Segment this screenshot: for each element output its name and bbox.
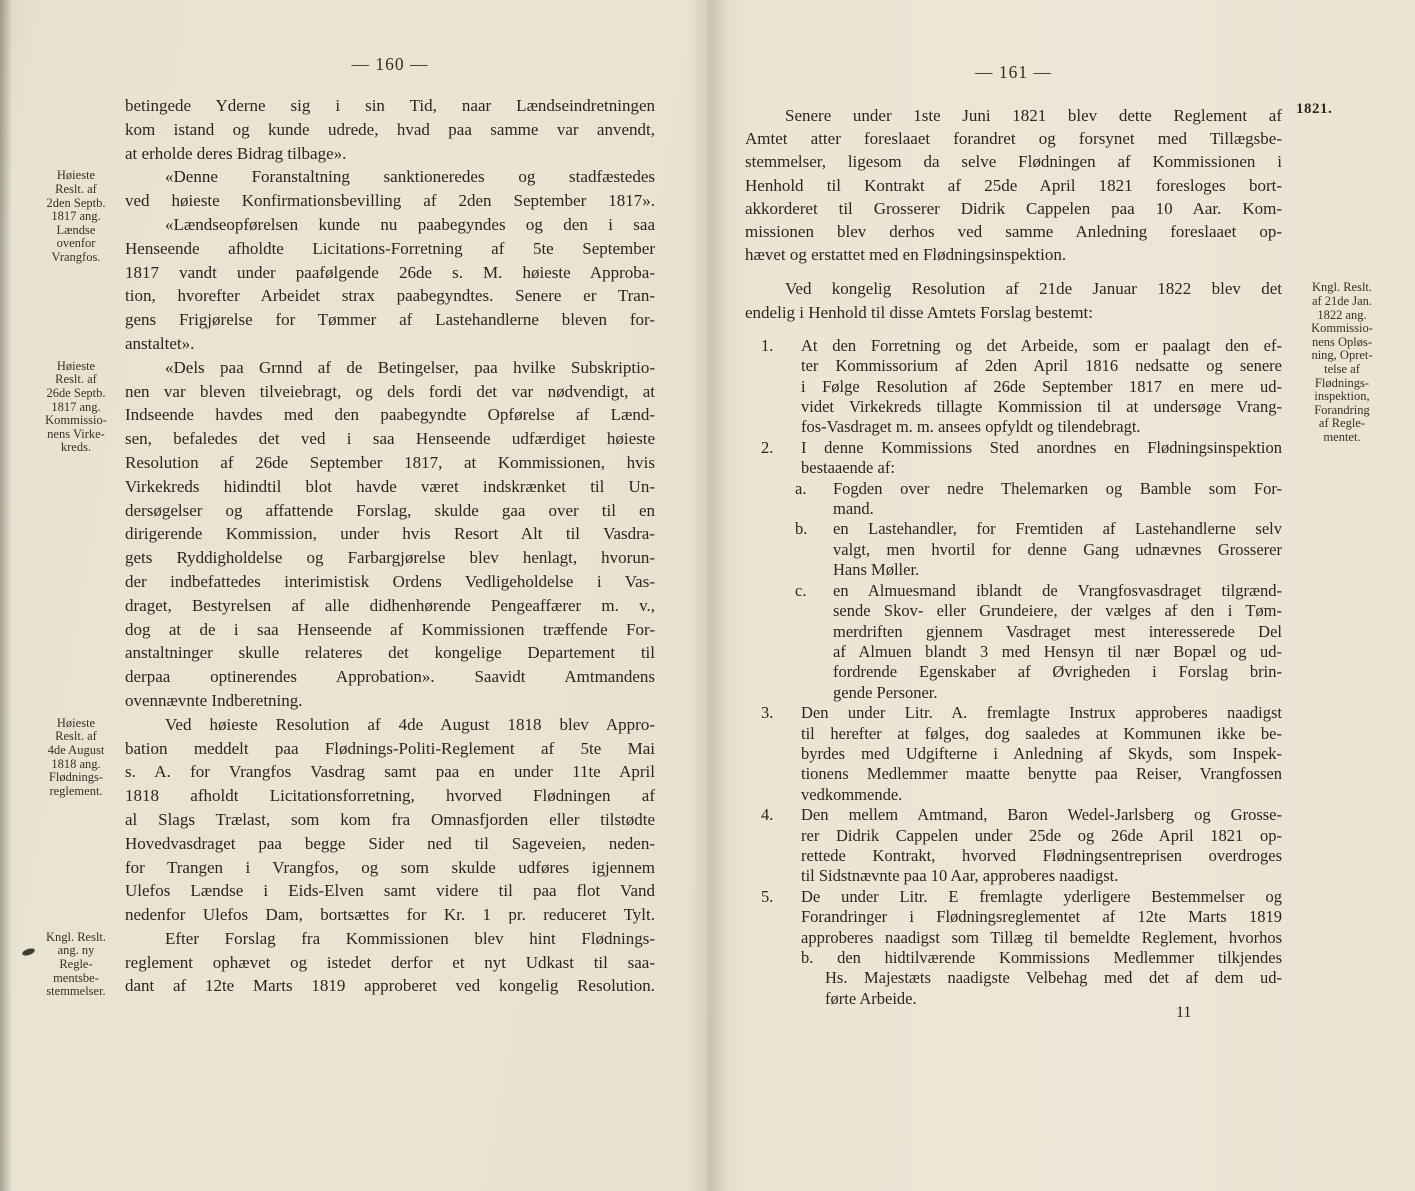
margin-note-line: 1822 ang. (1317, 307, 1367, 322)
text-line: førte Arbeide. (825, 988, 917, 1008)
text-line: endelig i Henhold til disse Amtets Forslag bestemt: (745, 302, 1093, 322)
text-line: ved høieste Konfirmationsbevilling af 2den September 1817». (125, 191, 655, 211)
text-line: «Denne Foranstaltning sanktioneredes og stadfæstedes (165, 167, 655, 187)
margin-note-line: ning, Opret- (1311, 348, 1373, 363)
text-line: mand. (833, 499, 874, 519)
paragraph (45, 356, 655, 713)
text-line: s. A. for Vrangfos Vasdrag samt paa en under 11te April (125, 762, 655, 782)
page-left (0, 0, 707, 1191)
text-line: vedkommende. (801, 784, 903, 804)
text-lines (801, 336, 1282, 438)
text-line: en Almuesmand iblandt de Vrangfosvasdraget tilgrænd- (833, 580, 1282, 600)
margin-note-line: Forandring (1314, 402, 1370, 417)
text-line: i Følge Resolution af 26de September 1817 en mere ud- (801, 376, 1282, 396)
text-line: rettede Kontrakt, hvorved Flødningsentreprisen overdroges (801, 845, 1282, 865)
text-line: derpaa optinerendes Approbation». Saavidt Amtmandens (125, 667, 655, 687)
paragraph (45, 927, 655, 999)
margin-note-line: Vrangfos. (51, 249, 101, 264)
text-line: dirigerende Kommission, under hvis Resort Alt til Vasdra- (125, 524, 655, 544)
text-lines (801, 438, 1282, 479)
margin-note-line: Lændse (56, 222, 96, 237)
margin-note-line: inspektion, (1314, 389, 1370, 404)
text-lines (125, 927, 655, 998)
text-line: sen, befaledes det ved i saa Henseende udfærdiget høieste (125, 429, 655, 449)
text-line: til Sidstnævnte paa 10 Aar, approberes naadigst. (801, 866, 1119, 886)
text-line: Den mellem Amtmand, Baron Wedel-Jarlsberg og Grosse- (801, 805, 1282, 825)
text-line: betingede Yderne sig i sin Tid, naar Lændseindretningen (125, 96, 655, 115)
list-item-marker: a. (795, 478, 807, 498)
list-item-marker: 4. (761, 805, 774, 825)
page-number-header-left: — 160 — (351, 54, 429, 74)
list-item (745, 703, 1282, 805)
text-column-right (745, 101, 1373, 1009)
margin-note-line: telse af (1324, 361, 1360, 376)
text-line: Henhold til Kontrakt af 25de April 1821 foresloges bort- (745, 175, 1282, 195)
text-line: nedenfor Ulefos Dam, bortsættes for Kr. 1 pr. reduceret Tylt. (125, 905, 655, 925)
text-line: byrdes med Udgifterne i Anledning af Skyds, som Inspek- (801, 743, 1282, 763)
text-line: fordrende Egenskaber af Øvrigheden i Forslag brin- (833, 662, 1282, 682)
text-line: bation meddelt paa Flødnings-Politi-Reglement af 5te Mai (125, 738, 655, 758)
page-edge-shadow (0, 0, 12, 1191)
text-line: «Dels paa Grnnd af de Betingelser, paa hvilke Subskriptio- (165, 357, 655, 377)
text-line: approberes naadigst som Tillæg til bemeldte Reglement, hvorhos (801, 927, 1282, 947)
margin-note-line: ang. ny (57, 943, 95, 958)
text-line: gets Ryddigholdelse og Farbargjørelse blev henlagt, hvorun- (125, 548, 655, 568)
margin-note-line: 1818 ang. (51, 756, 101, 771)
margin-note-line: 4de August (47, 742, 105, 757)
text-lines (833, 581, 1282, 703)
margin-note-line: Høieste (56, 358, 96, 373)
text-lines (125, 165, 655, 213)
text-line: valgt, men hvortil for denne Gang udnævnes Grosserer (833, 539, 1282, 559)
text-line: al Slags Trælast, som kom fra Omnasfjorden eller tilstødte (125, 809, 655, 829)
margin-note-line: Reslt. af (55, 372, 97, 387)
margin-note-line: 1817 ang. (51, 209, 101, 224)
margin-note-line: ovenfor (56, 236, 96, 251)
margin-note-line: 1817 ang. (51, 399, 101, 414)
text-lines (801, 703, 1282, 805)
margin-note-line: mentsbe- (53, 970, 99, 985)
margin-note-line: reglement. (49, 783, 103, 798)
text-line: Virkekreds hidindtil blot havde været indskrænket til Un- (125, 476, 655, 496)
text-line: Fogden over nedre Thelemarken og Bamble som For- (833, 478, 1282, 498)
text-lines (125, 713, 655, 927)
margin-note-year: 1821. (1296, 101, 1333, 117)
text-line: kom istand og kunde udrede, hvad paa samme var anvendt, (125, 119, 655, 139)
list-item-marker: c. (795, 580, 807, 600)
paragraph (47, 713, 655, 927)
margin-note-line: 2den Septb. (46, 195, 106, 210)
text-lines (833, 519, 1282, 580)
text-lines (801, 805, 1282, 887)
text-line: dant af 12te Marts 1819 approberet ved kongelig Resolution. (125, 976, 655, 996)
text-line: 1818 afholdt Licitationsforretning, hvorved Flødningen af (125, 786, 655, 806)
text-line: nen var bleven tilveiebragt, og dels fordi det var nødvendigt, at (125, 381, 655, 401)
page-number-header-right: — 161 — (975, 62, 1052, 82)
text-line: tion, hvorefter Arbeidet strax paabegyndtes. Senere er Tran- (125, 286, 655, 306)
text-lines (745, 104, 1282, 266)
margin-note-line: Regle- (59, 957, 93, 972)
page-gutter-shadow (688, 0, 730, 1191)
text-line: draget, Bestyrelsen af alle didhenhørende Pengeaffærer m. v., (125, 595, 655, 615)
list-item (745, 805, 1282, 887)
list-item (745, 438, 1282, 479)
text-line: Resolution af 26de September 1817, at Kommissionen, hvis (125, 452, 655, 472)
text-line: hævet og erstattet med en Flødningsinspektion. (745, 245, 1067, 265)
list-item-marker: b. (795, 519, 808, 539)
text-line: 1817 vandt under paafølgende 26de s. M. høieste Approba- (125, 262, 655, 282)
margin-note-line: af 21de Jan. (1311, 294, 1373, 309)
margin-note-line: Flødnings- (48, 770, 104, 785)
paragraph (125, 94, 655, 165)
text-line: for Trangen i Vrangfos, og som skulde udføres igjennem (125, 857, 655, 877)
text-line: Forandringer i Flødningsreglementet af 12te Marts 1819 (801, 907, 1282, 927)
text-line: sende Skov- eller Grundeiere, der vælges af den i Tøm- (833, 601, 1282, 621)
text-line: Hovedvasdraget paa begge Sider ned til Sageveien, neden- (125, 833, 655, 853)
text-line: At den Forretning og det Arbeide, som er paalagt den ef- (801, 335, 1282, 355)
text-line: De under Litr. E fremlagte yderligere Bestemmelser og (801, 886, 1282, 906)
page-signature: 11 (1176, 1004, 1192, 1021)
margin-note-line: 26de Septb. (46, 385, 106, 400)
text-line: tionens Medlemmer maatte benytte paa Reiser, Vrangfossen (801, 764, 1282, 784)
list-item-marker: 1. (761, 335, 774, 355)
margin-note-line: nens Opløs- (1311, 334, 1373, 349)
text-line: Efter Forslag fra Kommissionen blev hint Flødnings- (165, 928, 655, 948)
margin-note-line: mentet. (1323, 429, 1361, 444)
margin-note-line: Høieste (56, 168, 96, 183)
text-lines (801, 887, 1282, 1009)
text-column-left (45, 94, 655, 999)
paragraph (125, 213, 655, 356)
list-item (745, 519, 1282, 580)
margin-note (33, 931, 119, 999)
list-item (745, 581, 1282, 703)
margin-note (33, 360, 119, 455)
text-line: Hs. Majestæts naadigste Velbehag med det af dem ud- (825, 968, 1282, 988)
text-line: akkorderet til Grosserer Didrik Cappelen paa 10 Aar. Kom- (745, 198, 1282, 218)
text-line: I denne Kommissions Sted anordnes en Flødningsinspektion (801, 437, 1282, 457)
text-line: gende Personer. (833, 682, 938, 702)
margin-note-line: Reslt. af (55, 729, 97, 744)
text-line: missionen blev derhos ved samme Anledning foreslaaet op- (745, 222, 1282, 242)
text-line: ovennævnte Indberetning. (125, 690, 303, 710)
margin-note-line: Kngl. Reslt. (1311, 280, 1373, 295)
text-lines (125, 94, 655, 165)
text-line: en Lastehandler, for Fremtiden af Lastehandlerne selv (833, 519, 1282, 539)
text-line: Senere under 1ste Juni 1821 blev dette Reglement af (785, 106, 1282, 125)
margin-note-line: Reslt. af (55, 181, 97, 196)
text-line: ter Kommissorium af 2den April 1816 nedsatte og senere (801, 356, 1282, 376)
text-lines (125, 213, 655, 356)
text-line: stemmelser, ligesom da selve Flødningen af Kommissionen i (745, 152, 1282, 172)
text-line: reglement ophævet og istedet derfor et nyt Udkast til saa- (125, 952, 655, 972)
margin-note-line: Kommissio- (1311, 321, 1373, 336)
margin-note-line: stemmelser. (46, 984, 106, 999)
text-line: til herefter at følges, dog saaledes at Kommunen ikke be- (801, 723, 1282, 743)
text-line: Den under Litr. A. fremlagte Instrux approberes naadigst (801, 703, 1282, 723)
margin-note-line: Høieste (56, 715, 96, 730)
list-item (745, 336, 1282, 438)
text-line: at erholde deres Bidrag tilbage». (125, 143, 347, 163)
text-line: anstaltninger skulle relateres det kongelige Departement til (125, 643, 655, 663)
text-line: Henseende afholdte Licitations-Forretning af 5te September (125, 238, 655, 258)
text-line: Indseende havdes med den paabegyndte Opførelse af Lænd- (125, 405, 655, 425)
text-line: «Lændseopførelsen kunde nu paabegyndes og den i saa (165, 214, 655, 234)
margin-note-line: Kngl. Reslt. (45, 929, 107, 944)
text-line: b. den hidtilværende Kommissions Medlemmer tilkjendes (801, 948, 1282, 968)
text-line: anstaltet». (125, 333, 195, 353)
list-item-marker: 2. (761, 437, 774, 457)
text-line: dog at de i saa Henseende af Kommissionen træffende For- (125, 619, 655, 639)
list-item-marker: 3. (761, 703, 774, 723)
list-item-marker: 5. (761, 886, 774, 906)
margin-note-line: nens Virke- (47, 426, 105, 441)
text-line: dersøgelser og affattende Forslag, skulde gaa over til en (125, 500, 655, 520)
text-line: Ved kongelig Resolution af 21de Januar 1822 blev det (785, 279, 1282, 299)
list-item (745, 887, 1282, 1009)
text-line: merdriften gjennem Vasdraget mest interesserede Del (833, 621, 1282, 641)
text-lines (125, 356, 655, 713)
text-line: Amtet atter foreslaaet forandret og forsynet med Tillægsbe- (745, 129, 1282, 149)
text-line: Hans Møller. (833, 560, 920, 580)
margin-note (1289, 281, 1395, 444)
text-line: videt Virkekreds tillagte Kommission til at undersøge Vrang- (801, 397, 1282, 417)
text-lines (745, 277, 1282, 323)
margin-note-line: kreds. (60, 440, 92, 455)
text-line: Ulefos Lændse i Eids-Elven samt videre til paa flot Vand (125, 881, 655, 901)
text-lines (833, 479, 1282, 520)
text-line: Ved høieste Resolution af 4de August 1818 blev Appro- (165, 714, 655, 734)
margin-note-line: af Regle- (1318, 416, 1366, 431)
margin-note (33, 717, 119, 799)
text-line: gens Frigjørelse for Tømmer af Lastehandlerne bleven for- (125, 310, 655, 330)
page-right (707, 0, 1415, 1191)
margin-note-line: Kommissio- (45, 413, 107, 428)
list-item (745, 479, 1282, 520)
text-line: der indbefattedes interimistisk Ordens Vedligeholdelse i Vas- (125, 571, 655, 591)
text-line: fos-Vasdraget m. m. ansees opfyldt og tilendebragt. (801, 417, 1141, 437)
text-line: rer Didrik Cappelen under 25de og 26de April 1821 op- (801, 825, 1282, 845)
text-line: af Almuen blandt 3 med Hensyn til nær Bopæl og ud- (833, 641, 1282, 661)
text-line: bestaaende af: (801, 458, 895, 478)
paragraph (745, 101, 1333, 266)
margin-note (33, 169, 119, 264)
margin-note-line: Flødnings- (1314, 375, 1370, 390)
